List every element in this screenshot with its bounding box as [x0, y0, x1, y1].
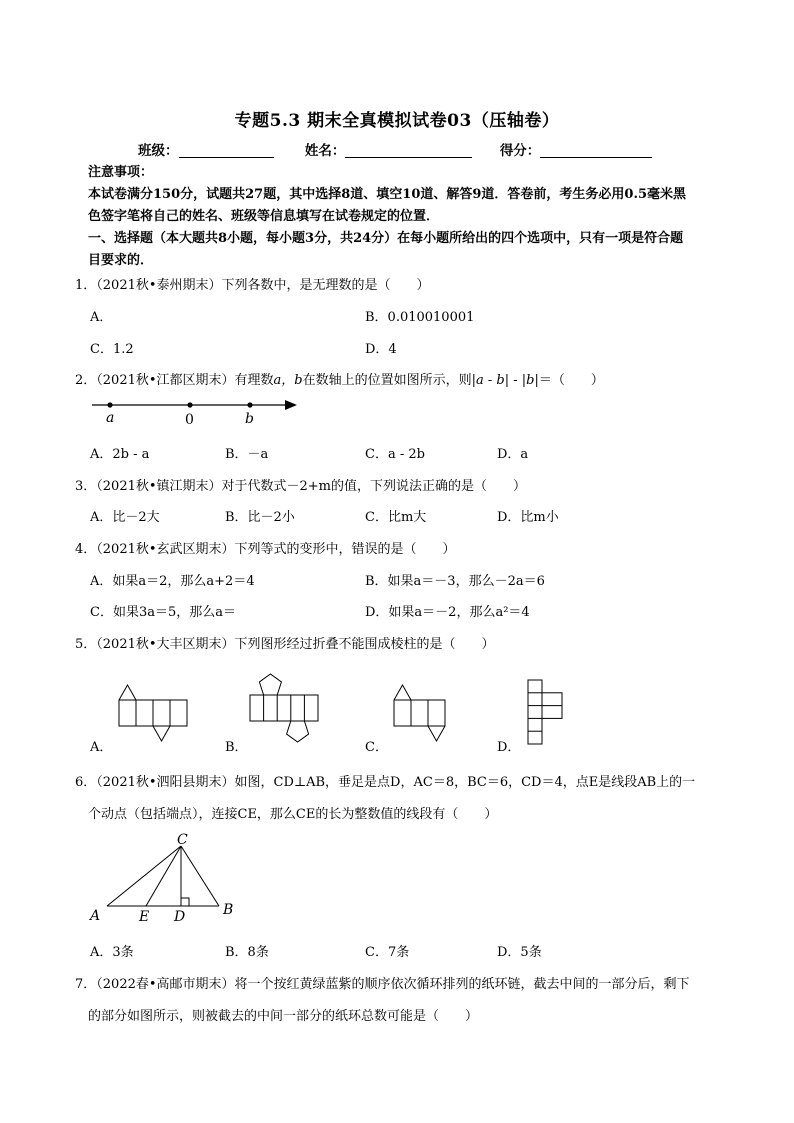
score-blank[interactable] [540, 143, 652, 158]
class-blank[interactable] [179, 143, 274, 158]
q1-option-a[interactable]: A． [90, 310, 113, 325]
q5-option-b[interactable]: B． [225, 740, 248, 755]
q2-option-c[interactable]: C．a - 2b [365, 447, 425, 462]
q5-option-c[interactable]: C． [365, 740, 388, 755]
q2-expr: a - b| - |b [476, 373, 535, 388]
q2-option-a[interactable]: A．2b - a [90, 447, 150, 462]
question-1-stem: 1．（2021秋•泰州期末）下列各数中，是无理数的是（ ） [75, 278, 430, 293]
q1-option-d[interactable]: D．4 [365, 342, 397, 357]
number-line-arrow [285, 400, 297, 410]
label-a: a [106, 410, 115, 426]
net-figure-a [115, 682, 190, 744]
q5-option-a[interactable]: A． [90, 740, 113, 755]
q4-option-b[interactable]: B．如果a＝－3，那么－2a＝6 [365, 574, 545, 589]
notes-line-2: 色签字笔将自己的姓名、班级等信息填写在试卷规定的位置． [88, 209, 440, 224]
number-line-figure [88, 393, 303, 429]
q6-option-a[interactable]: A．3条 [90, 945, 134, 960]
q2-stem-pre: 2．（2021秋•江都区期末）有理数 [75, 373, 274, 388]
label-zero: 0 [185, 412, 194, 428]
question-7-line-1: 7．（2022春•高邮市期末）将一个按红黄绿蓝紫的顺序依次循环排列的纸环链，截去中间的一部分后，剩下 [75, 977, 690, 992]
question-6-line-2: 个动点（包括端点），连接CE，那么CE的长为整数值的线段有（ ） [88, 807, 498, 822]
triangle-figure [85, 832, 245, 924]
q3-option-d[interactable]: D．比m小 [497, 510, 559, 525]
notes-heading: 注意事项： [88, 165, 154, 180]
net-figure-d [524, 676, 568, 748]
label-d: D [174, 909, 186, 924]
segment-ce [146, 846, 181, 906]
label-e: E [139, 909, 150, 924]
q2-var-ab: a，b [273, 373, 303, 388]
section-1-line-2: 目要求的． [88, 253, 154, 268]
question-2-stem [75, 369, 604, 388]
question-3-stem: 3．（2021秋•镇江期末）对于代数式－2+m的值，下列说法正确的是（ ） [75, 479, 527, 494]
label-b: B [223, 902, 234, 918]
score-label: 得分： [499, 143, 541, 159]
segment-bc [181, 846, 219, 906]
section-1-line-1: 一、选择题（本大题共8小题，每小题3分，共24分）在每小题所给出的四个选项中，只有一项是符合题 [88, 231, 684, 246]
name-blank[interactable] [345, 143, 472, 158]
q2-option-b[interactable]: B．－a [225, 447, 269, 462]
q2-stem-end: |＝（ ） [534, 373, 604, 388]
point-zero [187, 402, 192, 407]
student-info-row [138, 139, 652, 159]
question-7-line-2: 的部分如图所示，则被截去的中间一部分的纸环总数可能是（ ） [88, 1009, 479, 1024]
label-a: A [90, 908, 101, 924]
label-b: b [245, 411, 254, 427]
point-b [247, 402, 252, 407]
q4-option-a[interactable]: A．如果a＝2，那么a+2＝4 [90, 574, 255, 589]
q1-option-c[interactable]: C．1.2 [90, 342, 134, 357]
q2-option-d[interactable]: D．a [497, 447, 529, 462]
q4-option-c[interactable]: C．如果3a＝5，那么a＝ [90, 605, 236, 620]
segment-ac [107, 846, 181, 906]
q3-option-a[interactable]: A．比－2大 [90, 510, 160, 525]
q6-option-d[interactable]: D．5条 [497, 945, 542, 960]
q3-option-c[interactable]: C．比m大 [365, 510, 427, 525]
notes-line-1: 本试卷满分150分，试题共27题，其中选择8道、填空10道、解答9道．答卷前，考生务必用0.5毫米黑 [88, 187, 687, 202]
q1-option-b[interactable]: B．0.010010001 [365, 310, 475, 325]
name-label: 姓名： [304, 143, 346, 159]
q6-option-c[interactable]: C．7条 [365, 945, 410, 960]
label-c: C [177, 832, 188, 848]
q6-option-b[interactable]: B．8条 [225, 945, 269, 960]
question-4-stem: 4．（2021秋•玄武区期末）下列等式的变形中，错误的是（ ） [75, 542, 456, 557]
net-figure-c [390, 682, 450, 744]
right-angle-mark [181, 898, 189, 906]
q3-option-b[interactable]: B．比－2小 [225, 510, 295, 525]
q4-option-d[interactable]: D．如果a＝－2，那么a²＝4 [365, 605, 530, 620]
question-5-stem: 5．（2021秋•大丰区期末）下列图形经过折叠不能围成棱柱的是（ ） [75, 637, 495, 652]
question-6-line-1: 6．（2021秋•泗阳县期末）如图，CD⊥AB，垂足是点D，AC＝8，BC＝6，CD＝4，点E是线段AB上的一 [75, 775, 696, 790]
page-title: 专题5.3 期末全真模拟试卷03（压轴卷） [234, 111, 560, 131]
class-label: 班级： [138, 143, 179, 159]
point-a [107, 402, 112, 407]
net-figure-b [246, 666, 321, 748]
q2-stem-mid: 在数轴上的位置如图所示，则| [302, 373, 476, 388]
q5-option-d[interactable]: D． [497, 740, 521, 755]
